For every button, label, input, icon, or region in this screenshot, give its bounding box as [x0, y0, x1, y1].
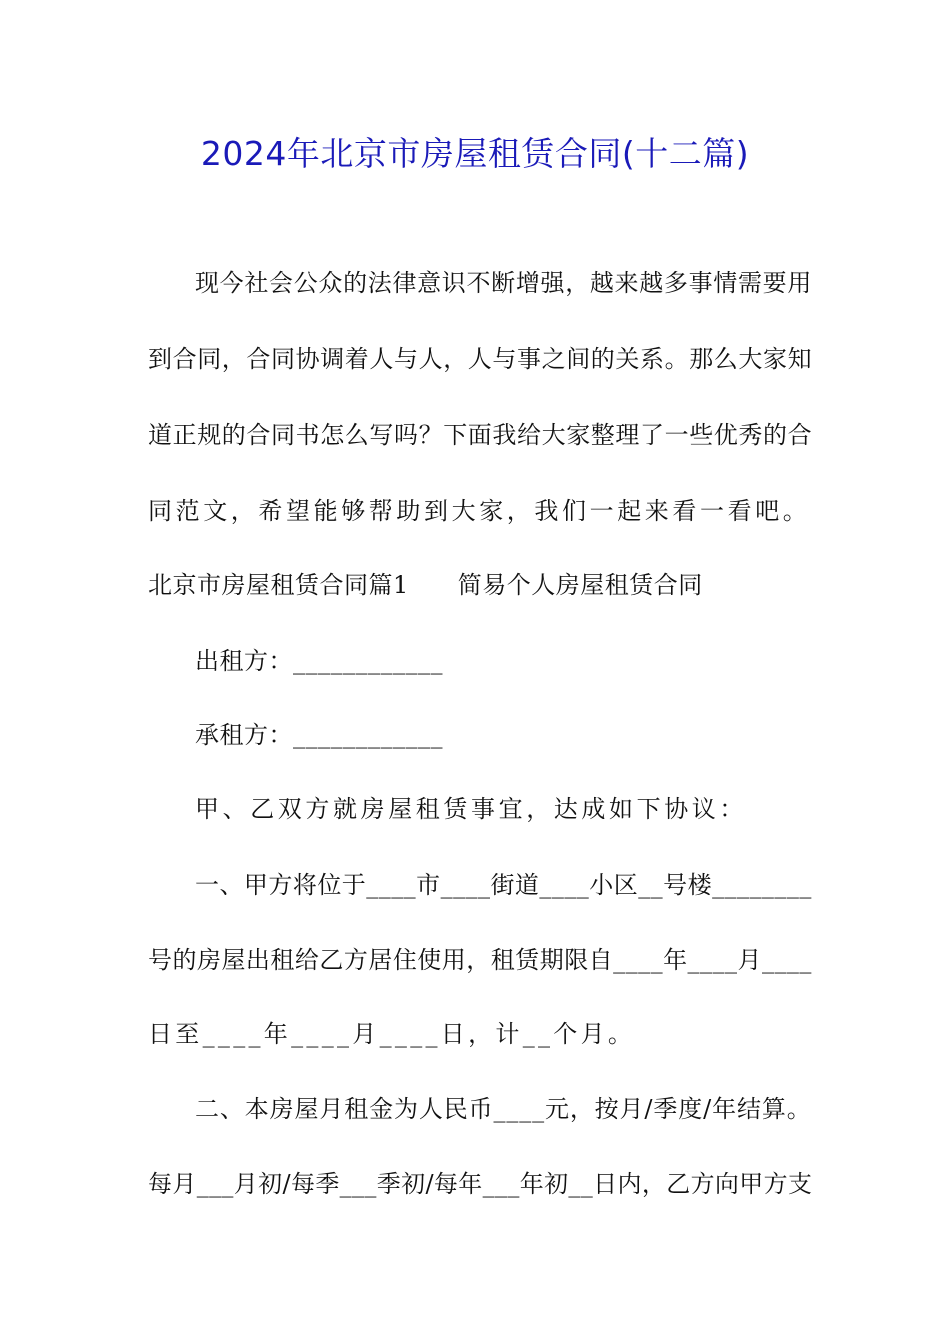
paragraph-line: 道正规的合同书怎么写吗？下面我给大家整理了一些优秀的合: [148, 421, 813, 449]
clause-line: 每月___月初/每季___季初/每年___年初__日内，乙方向甲方支: [148, 1170, 813, 1198]
document-title: 2024年北京市房屋租赁合同(十二篇): [200, 134, 750, 173]
lessor-field: 出租方：____________: [195, 647, 443, 675]
lessee-field: 承租方：____________: [195, 721, 443, 749]
paragraph-line: 甲、乙双方就房屋租赁事宜，达成如下协议：: [195, 795, 747, 823]
clause-line: 号的房屋出租给乙方居住使用，租赁期限自____年____月____: [148, 946, 812, 974]
clause-line: 一、甲方将位于____市____街道____小区__号楼________: [195, 871, 812, 899]
paragraph-line: 现今社会公众的法律意识不断增强，越来越多事情需要用: [195, 269, 812, 297]
clause-line: 二、本房屋月租金为人民币____元，按月/季度/年结算。: [195, 1095, 812, 1123]
section-heading: 北京市房屋租赁合同篇1 简易个人房屋租赁合同: [148, 571, 703, 599]
paragraph-line: 到合同，合同协调着人与人，人与事之间的关系。那么大家知: [148, 345, 813, 373]
clause-line: 日至____年____月____日，计__个月。: [148, 1020, 636, 1048]
paragraph-line: 同范文，希望能够帮助到大家，我们一起来看一看吧。: [148, 497, 811, 525]
